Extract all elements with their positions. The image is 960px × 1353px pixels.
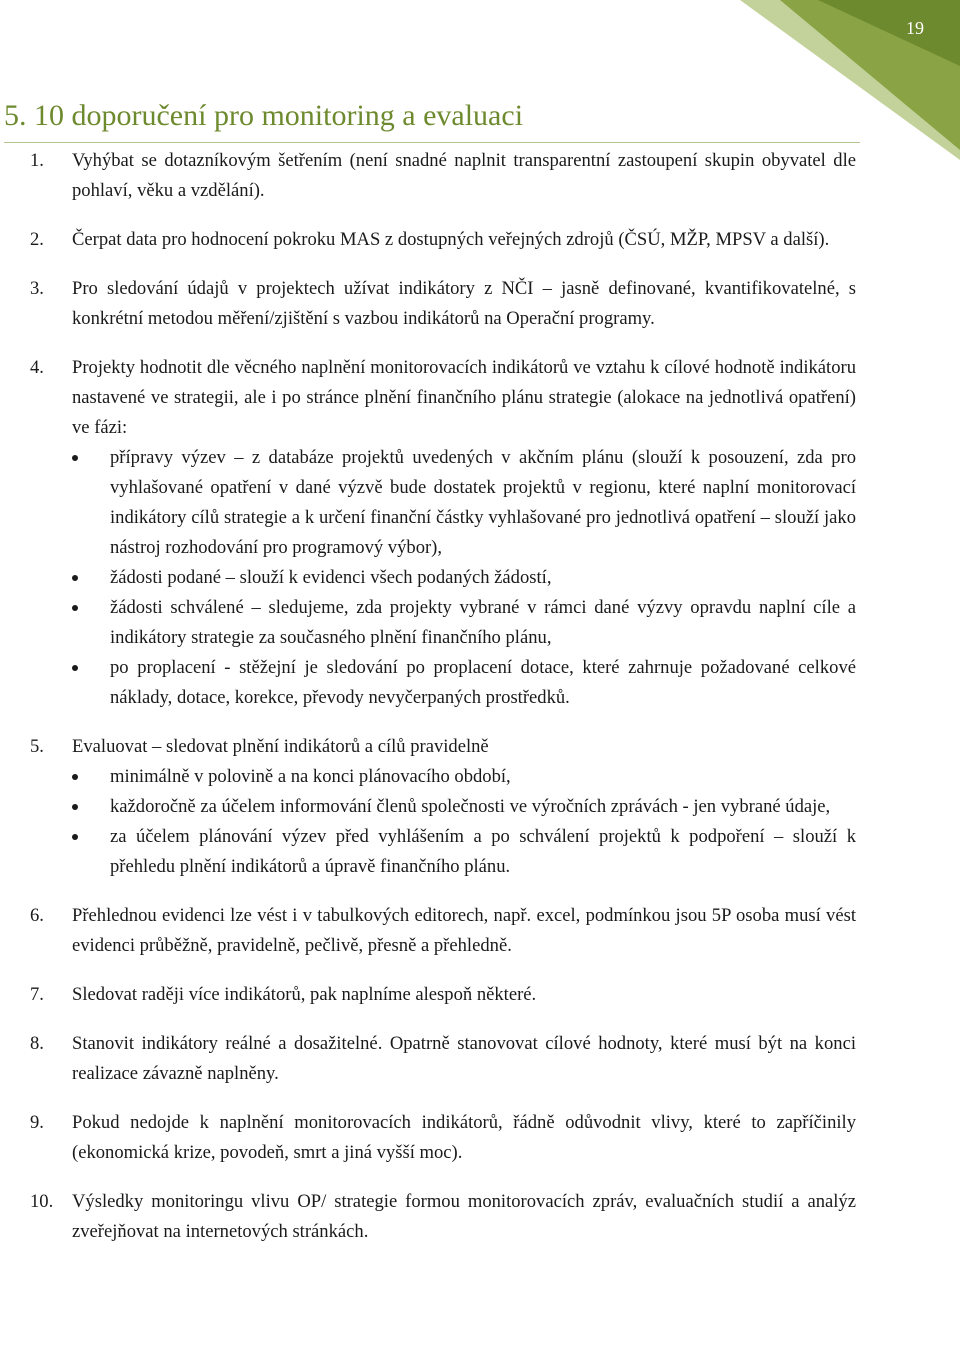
item-text: Evaluovat – sledovat plnění indikátorů a cílů pravidelně [72,736,489,757]
item-number: 4. [30,357,44,378]
item-body [72,1187,856,1247]
recommendation-list [30,146,856,1266]
item-number: 5. [30,736,44,757]
recommendation-item [30,732,856,882]
recommendation-item [30,146,856,206]
item-body [72,1029,856,1089]
item-body [72,1108,856,1168]
item-body [72,901,856,961]
section-heading: 5. 10 doporučení pro monitoring a evaluaci [4,96,860,143]
item-body [72,353,856,713]
item-text: Projekty hodnotit dle věcného naplnění monitorovacích indikátorů ve vztahu k cílové hodnotě indikátoru nastavené ve strategii, ale i po stránce plnění finančního plánu strategie (alokace na jednotlivá opatření) ve fázi: [72,357,856,438]
item-text: Čerpat data pro hodnocení pokroku MAS z dostupných veřejných zdrojů (ČSÚ, MŽP, MPSV a další). [72,229,830,250]
bullet-list [72,762,856,882]
item-body [72,146,856,206]
item-number: 6. [30,905,44,926]
bullet-item: za účelem plánování výzev před vyhlášením a po schválení projektů k podpoření – slouží k přehledu plnění indikátorů a úpravě finančního plánu. [72,822,856,882]
item-text: Sledovat raději více indikátorů, pak naplníme alespoň některé. [72,984,537,1005]
recommendation-item [30,1187,856,1247]
recommendation-item [30,1108,856,1168]
recommendation-item [30,901,856,961]
item-text: Výsledky monitoringu vlivu OP/ strategie formou monitorovacích zpráv, evaluačních studií a analýz zveřejňovat na internetových stránkách. [72,1191,856,1242]
item-number: 3. [30,278,44,299]
recommendation-item [30,980,856,1010]
item-body [72,274,856,334]
bullet-item: přípravy výzev – z databáze projektů uvedených v akčním plánu (slouží k posouzení, zda pro vyhlašované opatření v dané výzvě bude dostatek projektů v regionu, které naplní monitorovací indikátory cílů strategie a k určení finanční částky vyhlašované pro jednotlivá opatření – slouží jako nástroj rozhodování pro programový výbor), [72,443,856,563]
recommendation-item [30,1029,856,1089]
bullet-list [72,443,856,713]
item-text: Pro sledování údajů v projektech užívat indikátory z NČI – jasně definované, kvantifikovatelné, s konkrétní metodou měření/zjištění s vazbou indikátorů na Operační programy. [72,278,856,329]
recommendation-item [30,225,856,255]
bullet-item: žádosti podané – slouží k evidenci všech podaných žádostí, [72,563,856,593]
item-number: 7. [30,984,44,1005]
bullet-item: žádosti schválené – sledujeme, zda projekty vybrané v rámci dané výzvy opravdu naplní cíle a indikátory strategie za současného plnění finančního plánu, [72,593,856,653]
item-body [72,225,856,255]
page-number: 19 [906,18,924,38]
item-number: 9. [30,1112,44,1133]
item-body [72,732,856,882]
item-text: Stanovit indikátory reálné a dosažitelné. Opatrně stanovovat cílové hodnoty, které musí být na konci realizace závazně naplněny. [72,1033,856,1084]
item-number: 10. [30,1191,54,1212]
item-text: Pokud nedojde k naplnění monitorovacích indikátorů, řádně odůvodnit vlivy, které to zapříčinily (ekonomická krize, povodeň, smrt a jiná vyšší moc). [72,1112,856,1163]
recommendation-item [30,353,856,713]
bullet-item: po proplacení - stěžejní je sledování po proplacení dotace, které zahrnuje požadované celkové náklady, dotace, korekce, převody nevyčerpaných prostředků. [72,653,856,713]
recommendation-item [30,274,856,334]
item-text: Vyhýbat se dotazníkovým šetřením (není snadné naplnit transparentní zastoupení skupin obyvatel dle pohlaví, věku a vzdělání). [72,150,856,201]
item-body [72,980,856,1010]
bullet-item: minimálně v polovině a na konci plánovacího období, [72,762,856,792]
item-number: 1. [30,150,44,171]
item-number: 8. [30,1033,44,1054]
item-number: 2. [30,229,44,250]
item-text: Přehlednou evidenci lze vést i v tabulkových editorech, např. excel, podmínkou jsou 5P osoba musí vést evidenci průběžně, pravidelně, pečlivě, přesně a přehledně. [72,905,856,956]
bullet-item: každoročně za účelem informování členů společnosti ve výročních zprávách - jen vybrané údaje, [72,792,856,822]
